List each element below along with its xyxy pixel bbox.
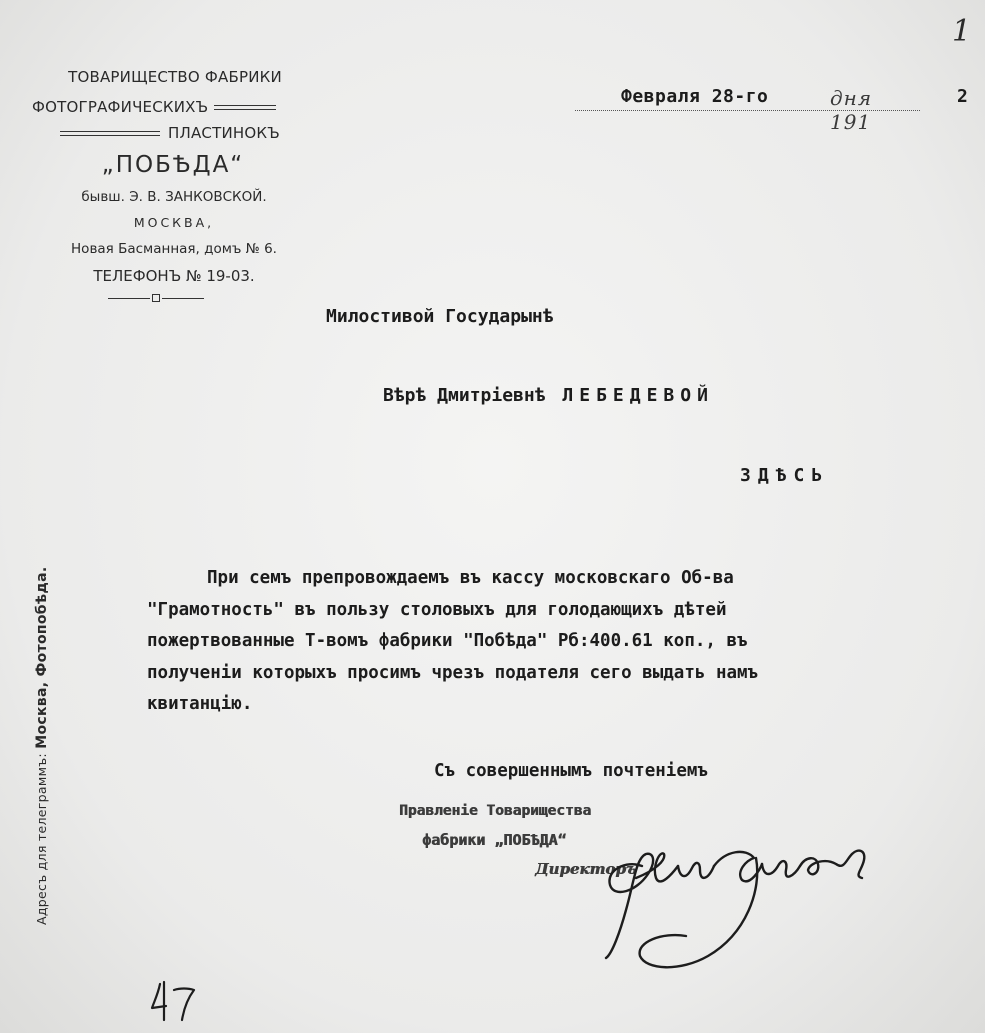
letterhead-line3: ПЛАСТИНОКЪ [168,124,280,142]
date-typed: Февраля 28-го [621,86,769,107]
salutation: Милостивой Государынѣ [326,306,554,327]
date-printed: дня 191 [830,86,873,134]
closing: Съ совершеннымъ почтеніемъ [434,761,708,781]
telegram-address [34,567,50,925]
stamp-line2: фабрики „ПОБѢДА“ [422,831,567,849]
telegram-address-label: Адресъ для телеграммъ: [34,753,49,925]
letterhead-ornament [108,293,204,305]
handwritten-note-icon [148,978,198,1024]
letterhead-rule-left [60,131,160,136]
letterhead-city: МОСКВА, [133,215,215,230]
letterhead-rule-right [214,105,276,110]
stamp-line3: Директоръ [535,860,637,878]
letter-body [147,563,927,721]
body-line: квитанцію. [147,694,253,714]
body-line: При семъ препровождаемъ въ кассу московскаго Об-ва [207,568,734,588]
company-name: „ПОБѢДА“ [101,152,245,178]
letterhead [32,68,300,305]
recipient-surname: ЛЕБЕДЕВОЙ [562,385,714,406]
signature-icon [596,830,886,990]
date-line [575,86,920,134]
stamp-line1: Правленіе Товарищества [399,803,592,819]
body-line: "Грамотность" въ пользу столовыхъ для голодающихъ дѣтей [147,599,727,620]
recipient [383,385,714,406]
letterhead-line2-row [32,98,300,116]
body-line: полученіи которыхъ просимъ чрезъ подателя сего выдать намъ [147,662,759,683]
page-mark: 1 [952,14,972,49]
letterhead-line3-row [60,124,300,142]
letterhead-formerly: бывш. Э. В. ЗАНКОВСКОЙ. [81,189,267,205]
here-line: ЗДѢСЬ [740,465,830,486]
letterhead-line1: ТОВАРИЩЕСТВО ФАБРИКИ [68,68,282,86]
letterhead-line2: ФОТОГРАФИЧЕСКИХЪ [32,98,209,116]
body-line: пожертвованные Т-вомъ фабрики "Побѣда" Рб:400.61 коп., въ [147,631,748,651]
telegram-address-value: Москва, Фотопобѣда. [34,566,50,749]
letterhead-address: Новая Басманная, домъ № 6. [71,241,277,257]
letterhead-phone: ТЕЛЕФОНЪ № 19-03. [93,267,255,285]
recipient-name: Вѣрѣ Дмитріевнѣ [383,385,546,406]
date-year-digit: 2 [957,86,968,107]
